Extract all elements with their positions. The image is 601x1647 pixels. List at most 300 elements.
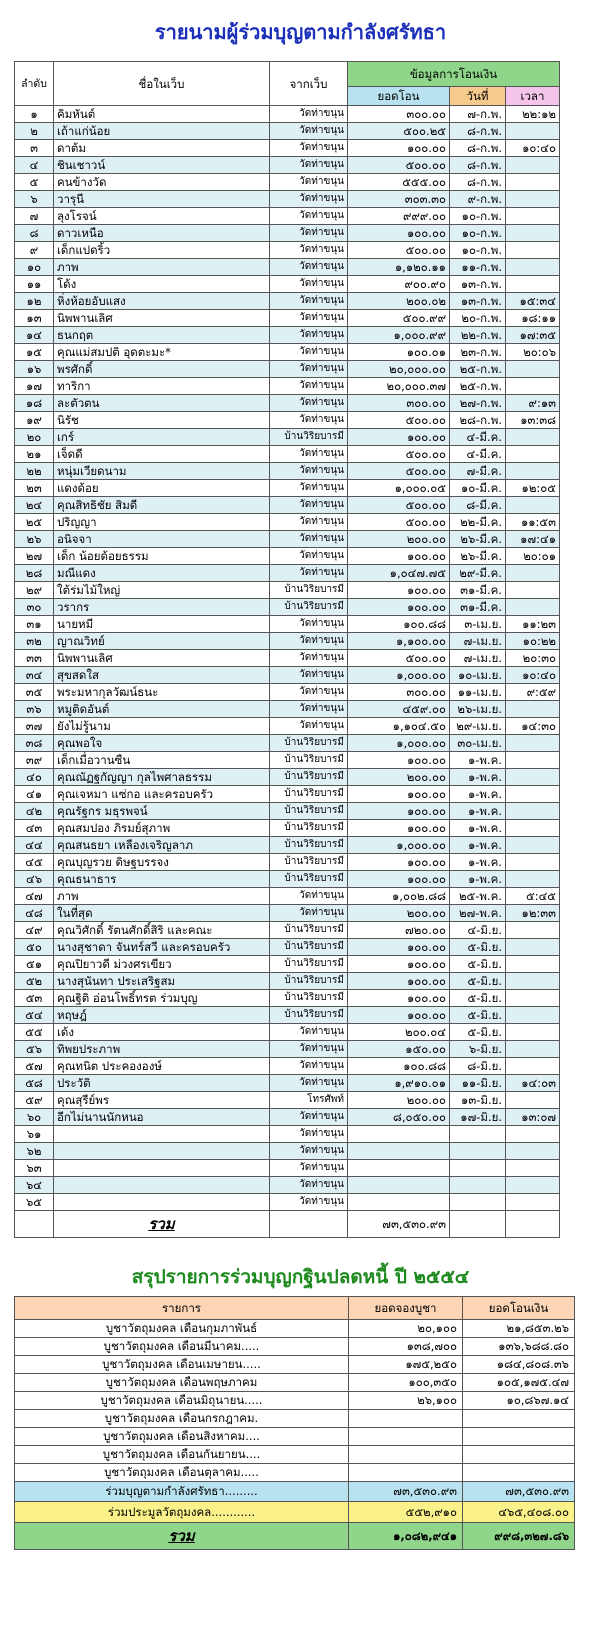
row-amount: ๑๐๐.๘๘ [348,616,450,633]
row-name: คุณณัฏฐกัญญา กุลไพศาลธรรม [54,769,270,786]
row-date: ๑๐-เม.ย. [450,667,506,684]
table-row [15,276,560,293]
row-from-web: บ้านวิริยบารมี [270,769,348,786]
summary-transferred [463,1464,575,1482]
row-no: ๓๒ [15,633,54,650]
row-name: คุณสุรีย์พร [54,1092,270,1109]
row-from-web: วัดท่าขนุน [270,327,348,344]
summary-row [15,1356,575,1374]
table-row [15,157,560,174]
row-amount: ๒๐,๐๐๐.๐๐ [348,361,450,378]
row-amount: ๕๐๐.๐๐ [348,446,450,463]
table-row [15,905,560,922]
row-date: ๒๕-ก.พ. [450,361,506,378]
row-from-web: บ้านวิริยบารมี [270,871,348,888]
row-amount: ๑๐๐.๐๐ [348,871,450,888]
summary-pledged [349,1446,463,1464]
row-amount: ๑๐๐.๐๐ [348,939,450,956]
row-name: ดาวเหนือ [54,225,270,242]
row-date: ๑๓-ก.พ. [450,276,506,293]
row-amount: ๕๐๐.๐๐ [348,242,450,259]
row-name: ประวัติ [54,1075,270,1092]
table-row [15,106,560,123]
row-no: ๘ [15,225,54,242]
summary-row-auction [15,1502,575,1523]
summary-header-transferred: ยอดโอนเงิน [463,1297,575,1320]
row-date: ๓๑-มี.ค. [450,599,506,616]
row-from-web: วัดท่าขนุน [270,633,348,650]
table-row [15,752,560,769]
row-from-web: วัดท่าขนุน [270,514,348,531]
header-time: เวลา [506,87,560,106]
row-date: ๗-มี.ค. [450,463,506,480]
row-no: ๒๙ [15,582,54,599]
row-no: ๖๐ [15,1109,54,1126]
row-date: ๑-พ.ค. [450,871,506,888]
table-row [15,1092,560,1109]
table-row [15,1109,560,1126]
summary-pledged [349,1428,463,1446]
row-date: ๘-ก.พ. [450,140,506,157]
row-from-web: วัดท่าขนุน [270,191,348,208]
row-time: ๑๘:๑๑ [506,310,560,327]
summary-pledged: ๑๐๐,๓๕๐ [349,1374,463,1392]
row-no: ๑๑ [15,276,54,293]
row-date: ๑-พ.ค. [450,820,506,837]
row-no: ๕๖ [15,1041,54,1058]
row-amount: ๑,๐๐๐.๐๐ [348,667,450,684]
table-row [15,616,560,633]
table-row [15,208,560,225]
row-time: ๑๗:๔๑ [506,531,560,548]
row-time: ๒๐:๐๖ [506,344,560,361]
row-no: ๕๗ [15,1058,54,1075]
row-time [506,803,560,820]
row-time [506,990,560,1007]
row-date: ๕-มิ.ย. [450,939,506,956]
row-date: ๒๖-เม.ย. [450,701,506,718]
summary-pledged: ๗๓,๕๓๐.๙๓ [349,1482,463,1502]
row-no: ๓๙ [15,752,54,769]
row-time [506,1126,560,1143]
row-time: ๙:๑๓ [506,395,560,412]
row-time: ๑๓:๐๗ [506,1109,560,1126]
table-row [15,837,560,854]
row-name: หฤษฎ์ [54,1007,270,1024]
row-amount: ๒๐๐.๐๐ [348,531,450,548]
row-name: วารุนี [54,191,270,208]
row-no: ๔๖ [15,871,54,888]
row-no: ๖๕ [15,1194,54,1211]
row-amount: ๓๐๐.๐๐ [348,395,450,412]
row-date: ๒๕-พ.ค. [450,888,506,905]
row-no: ๕๓ [15,990,54,1007]
row-no: ๔๔ [15,837,54,854]
summary-transferred: ๑๓๖,๖๘๘.๘๐ [463,1338,575,1356]
summary-item: บูชาวัตถุมงคล เดือนกันยายน.... [15,1446,349,1464]
row-from-web: วัดท่าขนุน [270,395,348,412]
row-from-web: บ้านวิริยบารมี [270,1007,348,1024]
row-date [450,1160,506,1177]
row-amount: ๑,๐๐๐.๙๙ [348,327,450,344]
row-no: ๑ [15,106,54,123]
row-time: ๒๐:๓๐ [506,650,560,667]
row-date: ๑๐-มี.ค. [450,480,506,497]
row-no: ๒๓ [15,480,54,497]
summary-row [15,1338,575,1356]
row-no: ๑๙ [15,412,54,429]
row-amount: ๑๐๐.๐๐ [348,956,450,973]
row-from-web: วัดท่าขนุน [270,378,348,395]
row-no: ๑๗ [15,378,54,395]
row-amount: ๑๐๐.๐๐ [348,820,450,837]
row-date: ๔-มิ.ย. [450,922,506,939]
row-name: วรากร [54,599,270,616]
row-name: ภาพ [54,888,270,905]
summary-row-faith [15,1482,575,1502]
row-time [506,1092,560,1109]
row-name: นิรัช [54,412,270,429]
table-row [15,1075,560,1092]
table-row [15,412,560,429]
row-amount: ๕๐๐.๐๐ [348,650,450,667]
row-time [506,1194,560,1211]
summary-pledged: ๑๓๘,๗๐๐ [349,1338,463,1356]
row-time [506,820,560,837]
row-no: ๓๔ [15,667,54,684]
row-amount: ๓๐๓.๓๐ [348,191,450,208]
row-name: เด็กแปดริ้ว [54,242,270,259]
table-row [15,956,560,973]
row-amount: ๑,๐๔๗.๗๕ [348,565,450,582]
row-time: ๑๐:๒๒ [506,633,560,650]
total-amount: ๗๓,๕๓๐.๙๓ [348,1211,450,1238]
row-from-web: วัดท่าขนุน [270,888,348,905]
row-name: คนข้างวัด [54,174,270,191]
row-from-web: วัดท่าขนุน [270,718,348,735]
row-time: ๕:๔๕ [506,888,560,905]
summary-transferred: ๗๓,๕๓๐.๙๓ [463,1482,575,1502]
row-amount [348,1126,450,1143]
summary-pledged: ๒๐,๑๐๐ [349,1320,463,1338]
summary-transferred [463,1446,575,1464]
row-from-web: บ้านวิริยบารมี [270,939,348,956]
row-from-web: วัดท่าขนุน [270,616,348,633]
row-time: ๑๔:๐๓ [506,1075,560,1092]
row-date: ๑๑-มิ.ย. [450,1075,506,1092]
table-row [15,174,560,191]
row-time [506,871,560,888]
row-date: ๑๐-ก.พ. [450,242,506,259]
donor-table [14,61,560,1238]
row-name: นิพพานเลิศ [54,310,270,327]
table-row [15,786,560,803]
row-time [506,1024,560,1041]
summary-row-total [15,1523,575,1550]
summary-header-item: รายการ [15,1297,349,1320]
row-name: เด็ก น้อยด้อยธรรม [54,548,270,565]
row-no: ๙ [15,242,54,259]
row-no: ๕๘ [15,1075,54,1092]
row-time [506,174,560,191]
row-time [506,1041,560,1058]
row-amount: ๑๐๐.๐๐ [348,752,450,769]
row-date: ๑๓-ก.พ. [450,293,506,310]
row-no: ๓๑ [15,616,54,633]
table-row [15,718,560,735]
table-row [15,1058,560,1075]
table-row [15,803,560,820]
row-name: เด้ง [54,1024,270,1041]
row-date: ๙-ก.พ. [450,191,506,208]
row-time: ๙:๕๙ [506,684,560,701]
row-amount: ๑๕๐.๐๐ [348,1041,450,1058]
row-no: ๓๗ [15,718,54,735]
row-from-web: วัดท่าขนุน [270,1058,348,1075]
row-from-web: บ้านวิริยบารมี [270,429,348,446]
row-from-web: วัดท่าขนุน [270,531,348,548]
row-name: คุณรัฐกร มธุรพจน์ [54,803,270,820]
summary-item: บูชาวัตถุมงคล เดือนกรกฎาคม. [15,1410,349,1428]
row-name: ทิพยประภาพ [54,1041,270,1058]
row-amount: ๕๐๐.๐๐ [348,412,450,429]
row-name: มณีแดง [54,565,270,582]
row-amount: ๑,๑๒๐.๑๑ [348,259,450,276]
table-row [15,769,560,786]
row-name: อนิจจา [54,531,270,548]
row-no: ๒๒ [15,463,54,480]
row-time [506,769,560,786]
row-time [506,939,560,956]
row-from-web: วัดท่าขนุน [270,1075,348,1092]
row-date: ๒๒-มี.ค. [450,514,506,531]
row-name: โด้ง [54,276,270,293]
summary-pledged: ๑,๐๘๒,๙๔๑ [349,1523,463,1550]
row-no: ๔๘ [15,905,54,922]
row-name [54,1160,270,1177]
row-name: คุณปิยาวดี ม่วงศรเขียว [54,956,270,973]
row-date: ๘-ก.พ. [450,157,506,174]
row-amount: ๑๐๐.๐๐ [348,990,450,1007]
row-date: ๕-มิ.ย. [450,990,506,1007]
summary-item: บูชาวัตถุมงคล เดือนมิถุนายน..... [15,1392,349,1410]
table-row [15,446,560,463]
row-date: ๒๖-มี.ค. [450,548,506,565]
row-amount [348,1143,450,1160]
row-from-web: วัดท่าขนุน [270,1109,348,1126]
row-amount: ๑๐๐.๐๑ [348,344,450,361]
row-time: ๒๒:๑๒ [506,106,560,123]
row-time [506,922,560,939]
row-from-web: วัดท่าขนุน [270,480,348,497]
row-date: ๕-มิ.ย. [450,956,506,973]
table-row [15,633,560,650]
row-name: คุณฐิติ อ่อนโพธิ์ทรต ร่วมบุญ [54,990,270,1007]
row-name: คุณสมปอง ภิรมย์สุภาพ [54,820,270,837]
table-row [15,361,560,378]
summary-item: บูชาวัตถุมงคล เดือนมีนาคม..... [15,1338,349,1356]
row-amount: ๒๐๐.๐๐ [348,1092,450,1109]
row-time [506,429,560,446]
row-name: คุณสนธยา เหลืองเจริญลาภ [54,837,270,854]
row-name: ทาริกา [54,378,270,395]
summary-pledged: ๒๖,๑๐๐ [349,1392,463,1410]
summary-item: ร่วมประมูลวัตถุมงคล............ [15,1502,349,1523]
row-from-web: วัดท่าขนุน [270,1024,348,1041]
row-date: ๒๖-มี.ค. [450,531,506,548]
row-time [506,1007,560,1024]
row-time: ๑๐:๔๐ [506,140,560,157]
row-no: ๕๙ [15,1092,54,1109]
row-from-web: วัดท่าขนุน [270,1143,348,1160]
header-amount: ยอดโอน [348,87,450,106]
row-date: ๑๑-ก.พ. [450,259,506,276]
row-amount [348,1160,450,1177]
row-time: ๒๐:๐๑ [506,548,560,565]
summary-row [15,1320,575,1338]
row-amount: ๑๐๐.๐๐ [348,1007,450,1024]
table-row [15,922,560,939]
row-time [506,1177,560,1194]
table-row [15,463,560,480]
row-from-web: วัดท่าขนุน [270,157,348,174]
row-from-web: บ้านวิริยบารมี [270,820,348,837]
row-from-web: วัดท่าขนุน [270,242,348,259]
row-no: ๕๕ [15,1024,54,1041]
row-name: เจ็ดดี [54,446,270,463]
row-no: ๖๔ [15,1177,54,1194]
row-amount: ๘,๐๕๐.๐๐ [348,1109,450,1126]
table-row [15,480,560,497]
row-time [506,973,560,990]
table-row [15,667,560,684]
row-amount: ๑,๙๑๐.๐๑ [348,1075,450,1092]
row-amount: ๗๒๐.๐๐ [348,922,450,939]
table-row [15,191,560,208]
row-no: ๔๓ [15,820,54,837]
row-name: คุณพอใจ [54,735,270,752]
row-from-web: วัดท่าขนุน [270,293,348,310]
row-from-web: บ้านวิริยบารมี [270,854,348,871]
row-from-web: วัดท่าขนุน [270,225,348,242]
row-date: ๓-เม.ย. [450,616,506,633]
row-no: ๓ [15,140,54,157]
row-name: สุขสดใส [54,667,270,684]
row-date: ๓๐-เม.ย. [450,735,506,752]
row-date: ๕-มิ.ย. [450,973,506,990]
row-no: ๕๒ [15,973,54,990]
row-no: ๔๕ [15,854,54,871]
row-amount: ๒๐๐.๐๐ [348,769,450,786]
row-no: ๒๕ [15,514,54,531]
row-from-web: บ้านวิริยบารมี [270,735,348,752]
summary-item: รวม [15,1523,349,1550]
row-name: ธนกฤต [54,327,270,344]
row-no: ๔๒ [15,803,54,820]
row-amount: ๕๐๐.๐๐ [348,463,450,480]
row-time [506,497,560,514]
row-time [506,599,560,616]
row-date: ๘-มิ.ย. [450,1058,506,1075]
row-from-web: วัดท่าขนุน [270,446,348,463]
table-row [15,310,560,327]
row-no: ๔๑ [15,786,54,803]
row-no: ๒๗ [15,548,54,565]
table-row [15,1177,560,1194]
table-row [15,565,560,582]
row-name: นิพพานเลิศ [54,650,270,667]
row-amount: ๒๐๐.๐๐ [348,905,450,922]
row-from-web: วัดท่าขนุน [270,259,348,276]
row-amount: ๕๐๐.๐๐ [348,514,450,531]
row-time [506,701,560,718]
row-date [450,1194,506,1211]
row-no: ๑๓ [15,310,54,327]
row-amount: ๑๐๐.๘๘ [348,1058,450,1075]
total-label: รวม [54,1211,270,1238]
row-date: ๑๗-มิ.ย. [450,1109,506,1126]
row-amount: ๕๐๐.๒๕ [348,123,450,140]
row-amount: ๓๐๐.๐๐ [348,684,450,701]
summary-transferred [463,1428,575,1446]
row-name: คิมหันต์ [54,106,270,123]
row-amount: ๑๐๐.๐๐ [348,599,450,616]
table-row [15,123,560,140]
row-amount: ๑,๑๐๔.๕๐ [348,718,450,735]
row-time: ๑๐:๔๐ [506,667,560,684]
table-row [15,684,560,701]
row-from-web: วัดท่าขนุน [270,667,348,684]
row-no: ๖ [15,191,54,208]
row-amount: ๑,๐๐๐.๐๕ [348,480,450,497]
row-time [506,1058,560,1075]
row-amount: ๕๐๐.๐๐ [348,497,450,514]
row-name: อีกไม่นานนักหนอ [54,1109,270,1126]
row-date: ๑-พ.ค. [450,837,506,854]
row-from-web: บ้านวิริยบารมี [270,973,348,990]
row-amount: ๒๐,๐๐๐.๓๗ [348,378,450,395]
table-row [15,1143,560,1160]
row-date: ๓๑-มี.ค. [450,582,506,599]
row-no: ๕๐ [15,939,54,956]
row-amount: ๒๐๐.๐๔ [348,1024,450,1041]
row-time [506,225,560,242]
row-time [506,1160,560,1177]
row-time [506,752,560,769]
row-date: ๕-มิ.ย. [450,1007,506,1024]
row-amount [348,1177,450,1194]
row-amount: ๓๐๐.๐๐ [348,106,450,123]
table-row [15,854,560,871]
row-date: ๑๑-เม.ย. [450,684,506,701]
row-from-web: วัดท่าขนุน [270,276,348,293]
row-name: คุณสิทธิชัย สิมดี [54,497,270,514]
row-time [506,191,560,208]
row-name: คุณแม่สมปติ อุดตะมะ* [54,344,270,361]
row-name: ดาต้ม [54,140,270,157]
row-from-web: บ้านวิริยบารมี [270,837,348,854]
table-row [15,599,560,616]
summary-item: บูชาวัตถุมงคล เดือนเมษายน..... [15,1356,349,1374]
row-date: ๒๗-พ.ค. [450,905,506,922]
row-time [506,378,560,395]
row-name: คุณวิศักดิ์ รัตนศักดิ์สิริ และคณะ [54,922,270,939]
row-name: ลุงโรจน์ [54,208,270,225]
row-amount: ๑๐๐.๐๐ [348,140,450,157]
summary-transferred: ๑๐๕,๑๗๕.๔๗ [463,1374,575,1392]
row-amount: ๕๕๕.๐๐ [348,174,450,191]
row-amount: ๑๐๐.๐๐ [348,786,450,803]
